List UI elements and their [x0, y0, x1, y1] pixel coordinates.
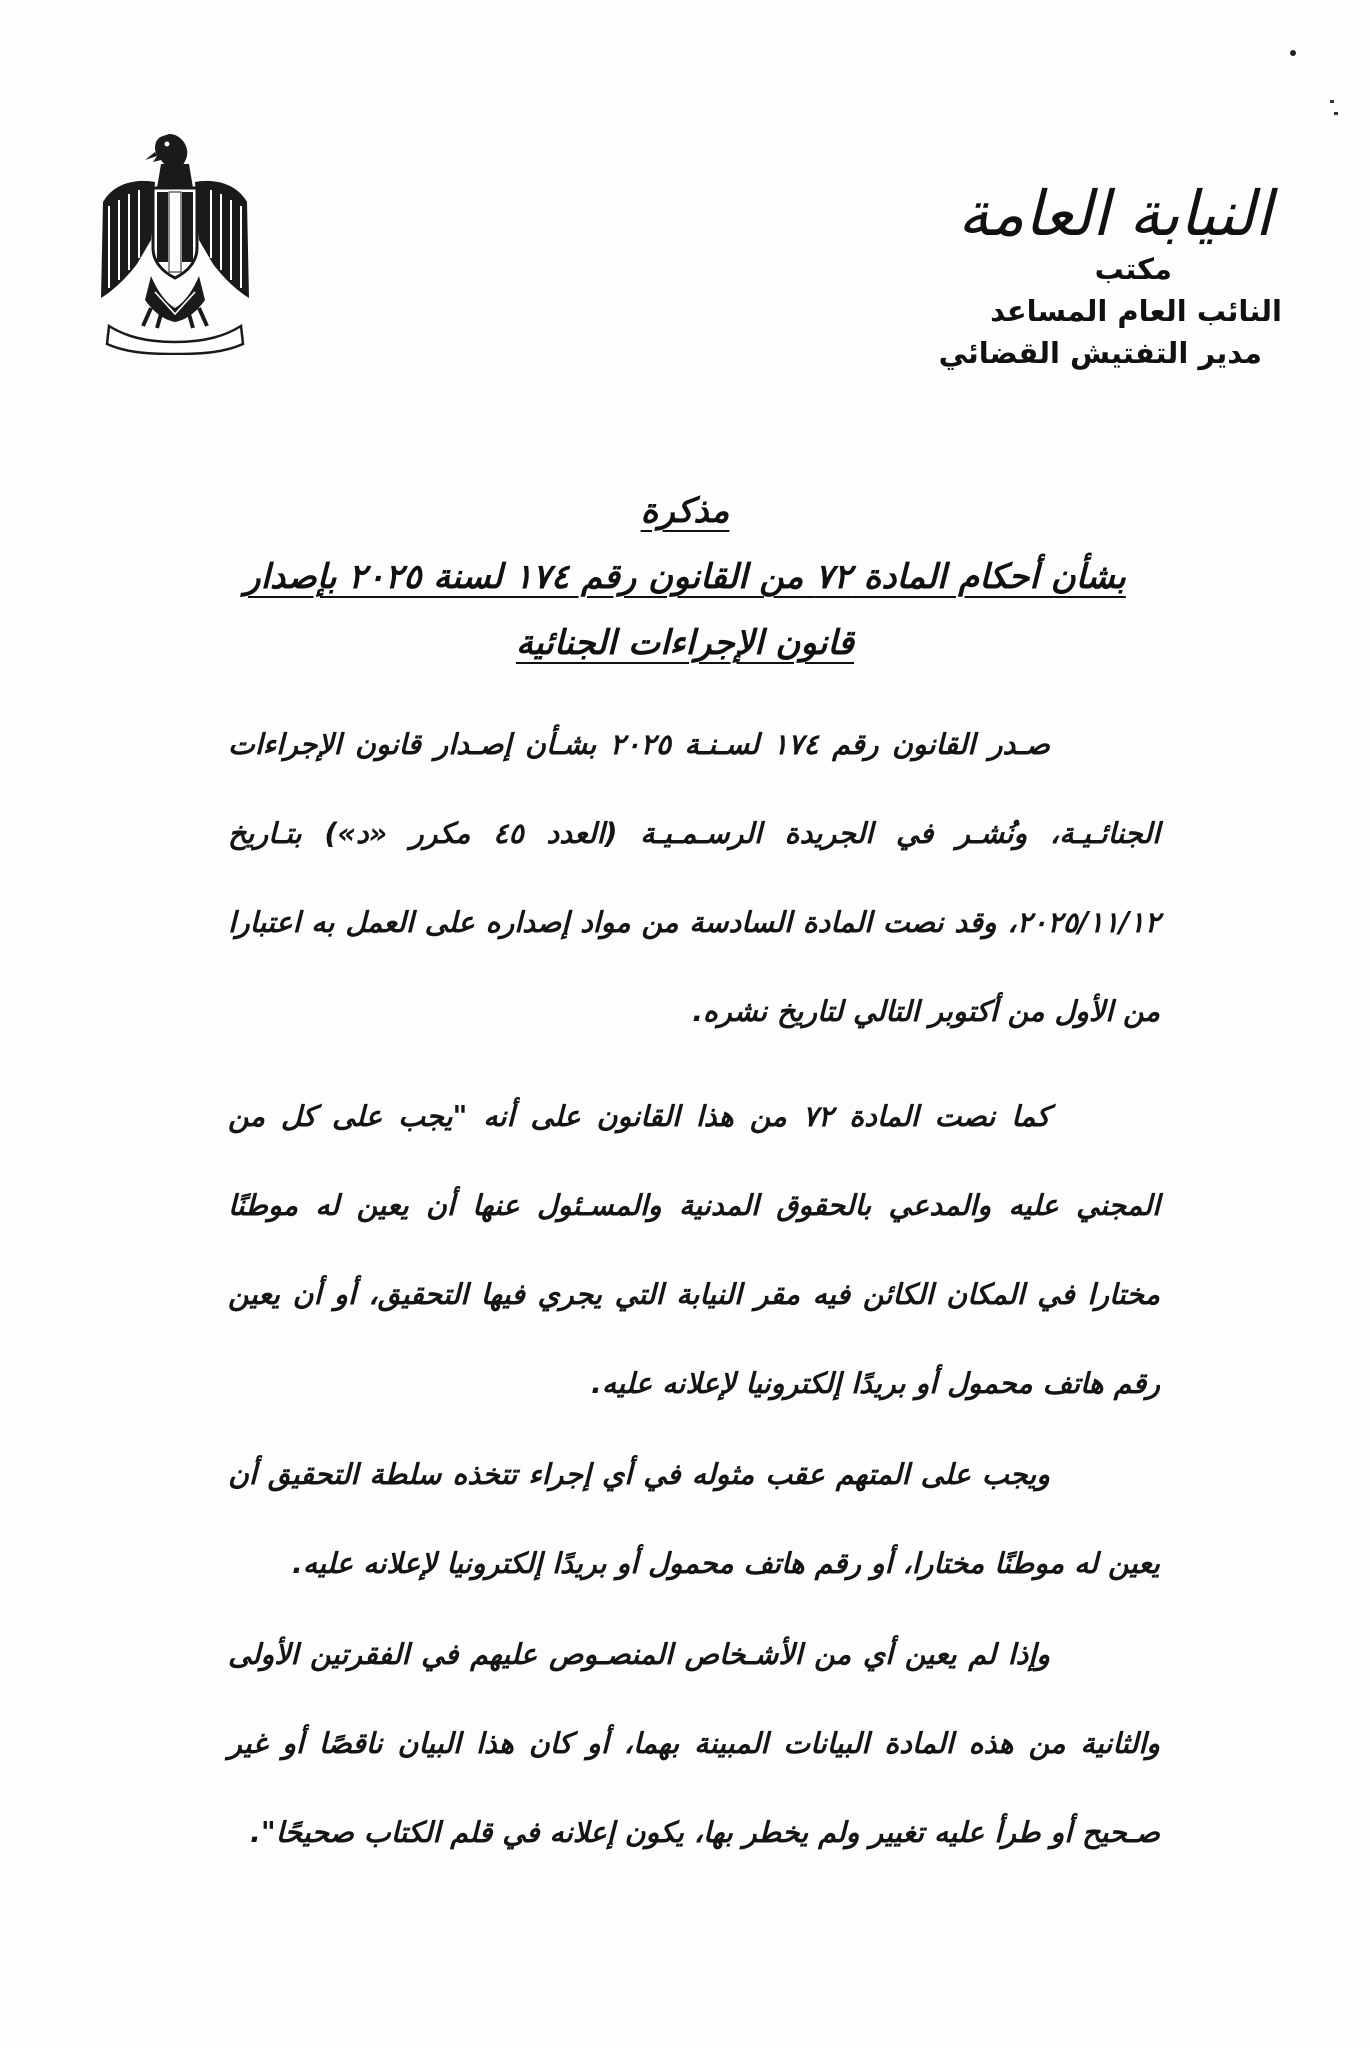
body-paragraph-4: وإذا لم يعين أي من الأشـخاص المنصـوص عليهم في الفقرتين الأولى والثانية من هذه المادة البيانات المبينة بهما، أو كان هذا البيان ناقصًا أو غير صـحيح أو طرأ عليه تغيير ولم يخطر بها، يكون إعلانه في قلم الكتاب صحيحًا".: [228, 1638, 1160, 1849]
body-paragraph-2: كما نصت المادة ٧٢ من هذا القانون على أنه "يجب على كل من المجني عليه والمدعي بالحقوق المدنية والمسـئول عنها أن يعين له موطنًا مختارا في المكان الكائن فيه مقر النيابة التي يجري فيها التحقيق، أو أن يعين رقم هاتف محمول أو بريدًا إلكترونيا لإعلانه عليه.: [228, 1100, 1160, 1400]
body-paragraph-1: صـدر القانون رقم ١٧٤ لسـنـة ٢٠٢٥ بشـأن إصـدار قانون الإجراءات الجنائـيـة، ونُشـر في الجريدة الرسـمـيـة (العدد ٤٥ مكرر «د») بتـاريخ ٢٠٢٥/١١/١٢، وقد نصت المادة السادسة من مواد إصداره على العمل به اعتبارا من الأول من أكتوبر التالي لتاريخ نشره.: [228, 728, 1160, 1028]
scan-dot-mark: [1290, 50, 1296, 56]
eagle-emblem-icon: [95, 130, 255, 355]
position-title-2: مدير التفتيش القضائي: [938, 336, 1262, 371]
memo-subject-line-2: [150, 610, 1220, 676]
memo-body: [228, 700, 1160, 1877]
memo-heading: [150, 478, 1220, 544]
memo-subject-text-1: بشأن أحكام المادة ٧٢ من القانون رقم ١٧٤ لسنة ٢٠٢٥ بإصدار: [244, 557, 1126, 597]
memo-heading-text: مذكرة: [640, 491, 730, 531]
memo-subject-text-2: قانون الإجراءات الجنائية: [515, 623, 855, 663]
scan-speck-mark: [1330, 100, 1334, 103]
position-title-1: النائب العام المساعد: [990, 294, 1282, 329]
scan-speck-mark: [1334, 112, 1338, 115]
memo-subject-line-1: [150, 544, 1220, 610]
letterhead: [862, 177, 1282, 374]
memo-title-block: [150, 478, 1220, 676]
organization-name: النيابة العامة: [958, 177, 1272, 250]
body-paragraph-3: ويجب على المتهم عقب مثوله في أي إجراء تتخذه سلطة التحقيق أن يعين له موطنًا مختارا، أو رقم هاتف محمول أو بريدًا إلكترونيا لإعلانه عليه.: [228, 1458, 1160, 1580]
office-label: مكتب: [1094, 252, 1172, 287]
